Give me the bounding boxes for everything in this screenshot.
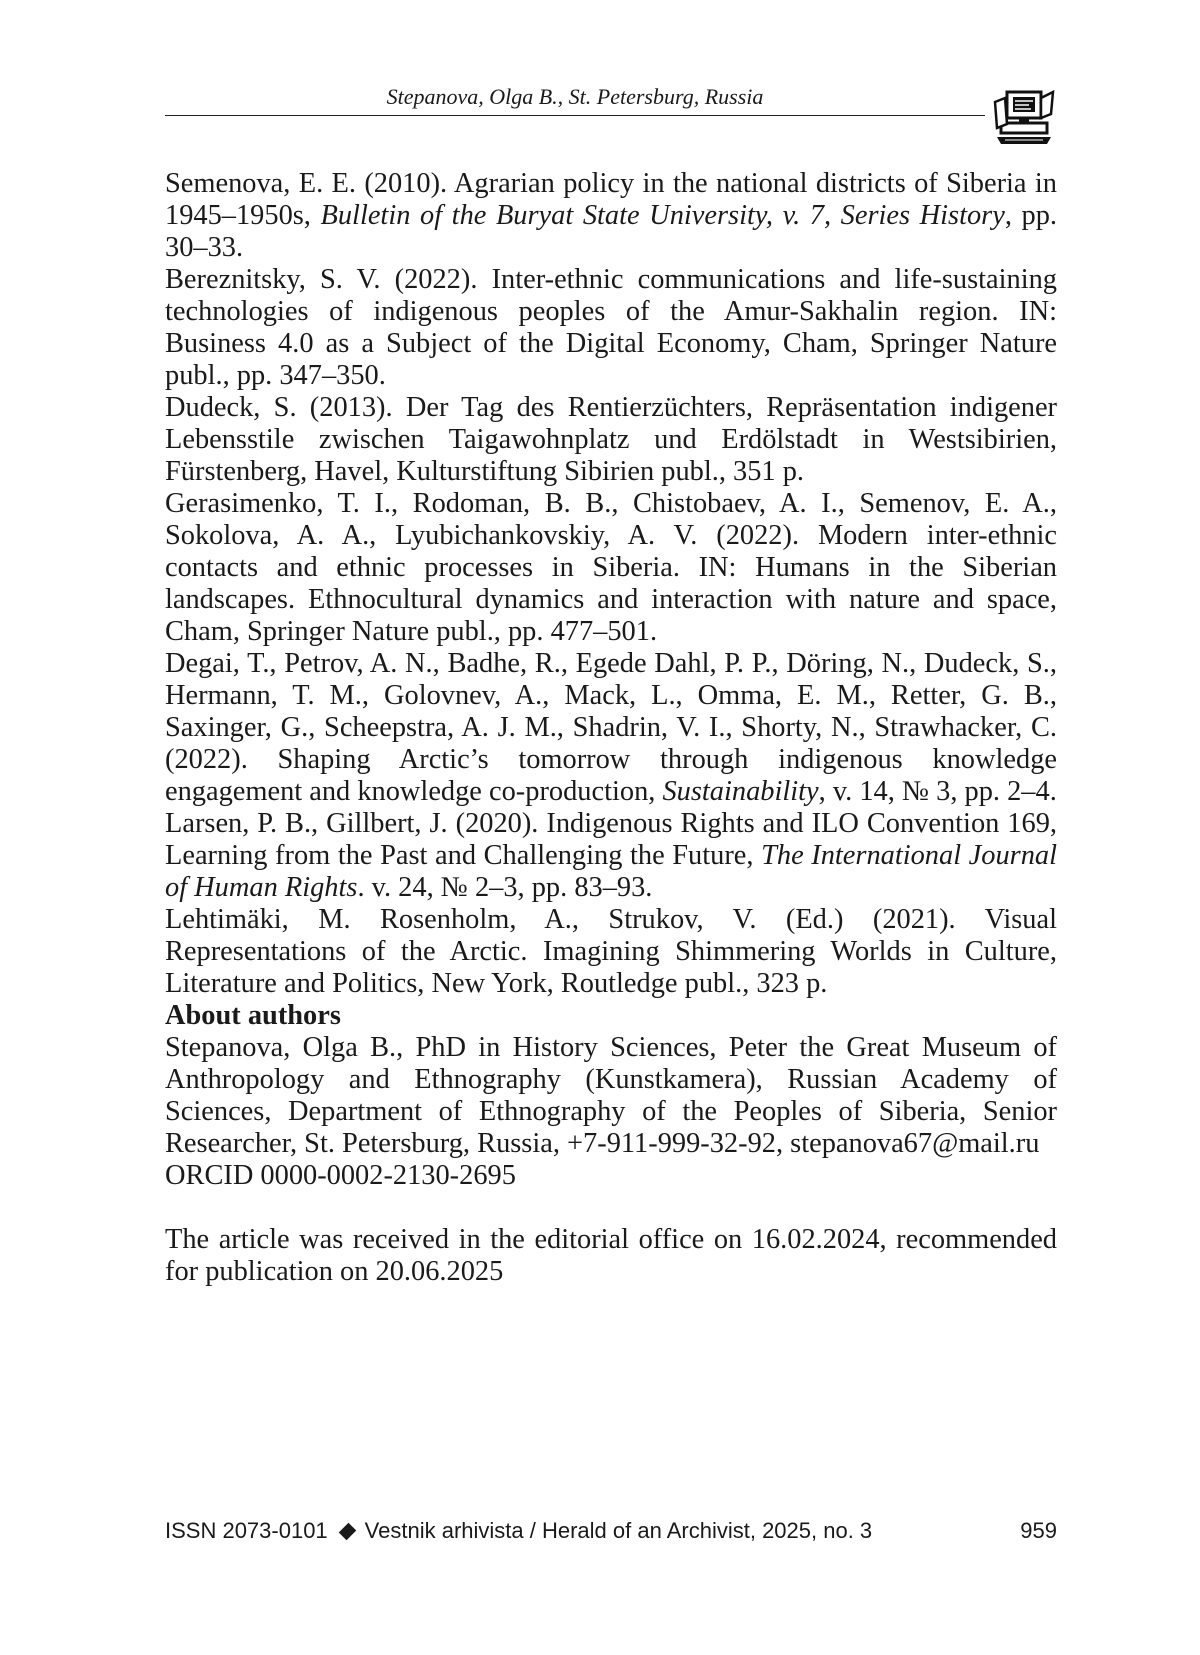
reference-item: Larsen, P. B., Gillbert, J. (2020). Indigenous Rights and ILO Convention 169, Learning from the Past and Challenging the Future, The International Journal of Human Rights. v. 24, № 2–3, pp. 83–93. [165, 808, 1057, 903]
about-authors-heading: About authors [165, 1000, 341, 1031]
reference-item: Dudeck, S. (2013). Der Tag des Rentierzüchters, Repräsentation indigener Lebensstile zwischen Taigawohnplatz und Erdölstadt in Westsibirien, Fürstenberg, Havel, Kulturstiftung Sibirien publ., 351 p. [165, 392, 1057, 487]
diamond-icon [338, 1523, 356, 1541]
reference-item: Bereznitsky, S. V. (2022). Inter-ethnic communications and life-sustaining technologies of indigenous peoples of the Amur-Sakhalin region. IN: Business 4.0 as a Subject of the Digital Economy, Cham, Springer Nature publ., pp. 347–350. [165, 264, 1057, 391]
author-orcid: ORCID 0000-0002-2130-2695 [165, 1160, 516, 1191]
computer-archive-icon [993, 88, 1055, 146]
article-body [165, 168, 1057, 1288]
reference-item: Degai, T., Petrov, A. N., Badhe, R., Egede Dahl, P. P., Döring, N., Dudeck, S., Hermann, T. M., Golovnev, A., Mack, L., Omma, E. M., Retter, G. B., Saxinger, G., Scheepstra, A. J. M., Shadrin, V. I., Shorty, N., Strawhacker, C. (2022). Shaping Arctic’s tomorrow through indigenous knowledge engagement and knowledge co-production, Sustainability, v. 14, № 3, pp. 2–4. [165, 648, 1057, 807]
footer-journal: Vestnik arhivista / Herald of an Archivist, 2025, no. 3 [364, 1518, 873, 1543]
page-number: 959 [1020, 1518, 1057, 1543]
footer-issn: ISSN 2073-0101 [165, 1518, 328, 1543]
reference-item: Semenova, E. E. (2010). Agrarian policy in the national districts of Siberia in 1945–1950s, Bulletin of the Buryat State University, v. 7, Series History, pp. 30–33. [165, 168, 1057, 263]
reference-item: Gerasimenko, T. I., Rodoman, B. B., Chistobaev, A. I., Semenov, E. A., Sokolova, A. A., Lyubichankovskiy, A. V. (2022). Modern inter-ethnic contacts and ethnic processes in Siberia. IN: Humans in the Siberian landscapes. Ethnocultural dynamics and interaction with nature and space, Cham, Springer Nature publ., pp. 477–501. [165, 488, 1057, 647]
received-note: The article was received in the editorial office on 16.02.2024, recommended for publication on 20.06.2025 [165, 1224, 1057, 1287]
running-header: Stepanova, Olga B., St. Petersburg, Russia [386, 84, 764, 109]
header-rule [165, 115, 985, 116]
author-bio: Stepanova, Olga B., PhD in History Sciences, Peter the Great Museum of Anthropology and Ethnography (Kunstkamera), Russian Academy of Sciences, Department of Ethnography of the Peoples of Siberia, Senior Researcher, St. Petersburg, Russia, +7-911-999-32-92, stepanova67@mail.ru [165, 1032, 1057, 1159]
reference-item: Lehtimäki, M. Rosenholm, A., Strukov, V. (Ed.) (2021). Visual Representations of the Arctic. Imagining Shimmering Worlds in Culture, Literature and Politics, New York, Routledge publ., 323 p. [165, 904, 1057, 999]
